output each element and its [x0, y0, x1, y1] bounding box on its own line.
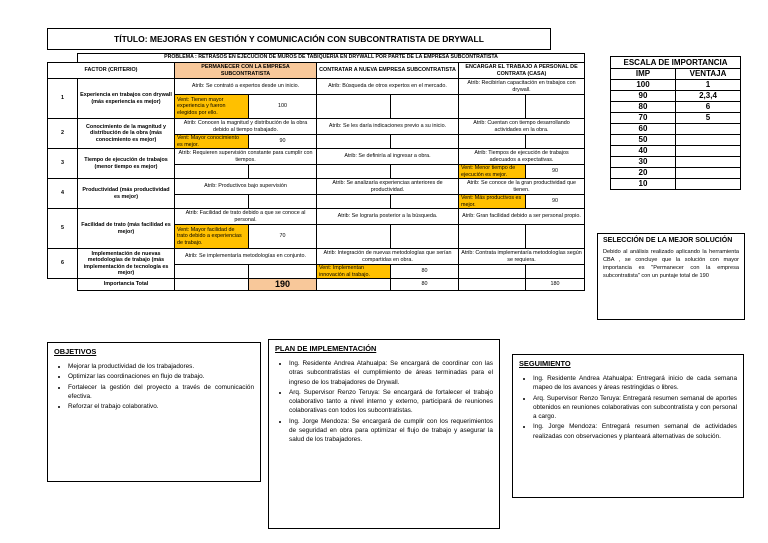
scale-imp-value: 90 — [611, 91, 676, 102]
scale-col-ventaja: VENTAJA — [676, 69, 741, 80]
scale-advantage-value: 6 — [676, 102, 741, 113]
attribute-cell: Atrib: Se contrató a expertos desde un inicio. — [175, 79, 317, 95]
scale-row — [611, 179, 741, 190]
empty-cell — [459, 95, 526, 119]
criterion-number: 1 — [48, 79, 78, 119]
table-row — [48, 249, 585, 265]
total-label: Importancia Total — [78, 279, 175, 291]
blank-corner — [48, 54, 78, 63]
total-personal-casa: 180 — [526, 279, 585, 291]
scale-row — [611, 113, 741, 124]
empty-cell — [459, 135, 526, 149]
follow-up-list — [519, 374, 737, 441]
table-row — [48, 179, 585, 195]
scale-advantage-value: 5 — [676, 113, 741, 124]
empty-cell — [317, 135, 391, 149]
criterion-label: Tiempo de ejecución de trabajos (menor tiempo es mejor) — [78, 149, 175, 179]
best-solution-text: Debido al análisis realizado aplicando la herramienta CBA , se concluye que la solución con mayor importancia es "Permanecer con la empresa subcontratista" con un puntaje total de 190 — [603, 249, 739, 280]
criterion-label: Conocimiento de la magnitud y distribución de la obra (más conocimiento es mejor) — [78, 119, 175, 149]
criterion-number: 2 — [48, 119, 78, 149]
follow-up-item: • Arq. Supervisor Renzo Teruya: Entregará resumen semanal de aportes obtenidos en reuniones colaborativas con subcontratista y con personal a cargo. — [533, 394, 737, 422]
follow-up-item: • Ing. Residente Andrea Atahualpa: Entregará inicio de cada semana mapeo de los avances y áreas restringidas o libres. — [533, 374, 737, 393]
attribute-cell: Atrib: Conocen la magnitud y distribución de la obra debido al tiempo trabajado. — [175, 119, 317, 135]
empty-cell — [317, 165, 391, 179]
cba-table — [47, 53, 585, 291]
empty-cell — [249, 165, 317, 179]
implementation-plan-title: PLAN DE IMPLEMENTACIÓN — [275, 344, 377, 353]
alt-header-permanecer: PERMANECER CON LA EMPRESA SUBCONTRATISTA — [175, 63, 317, 79]
advantage-cell: Vent: Mayor facilidad de trato debido a experiencias de trabajo. — [175, 225, 249, 249]
plan-item: • Ing. Residente Andrea Atahualpa: Se encargará de coordinar con las otras subcontratistas el cumplimiento de áreas terminadas para el ingreso de los trabajadores de Drywall. — [289, 359, 493, 387]
attribute-cell: Atrib: Tiempos de ejecución de trabajos adecuados a expectativas. — [459, 149, 585, 165]
plan-item: • Arq. Supervisor Renzo Teruya: Se encargará de fortalecer el trabajo colaborativo tanto a nivel interno y externo, participará de reuniones colaborativas con todos los subcontratistas. — [289, 388, 493, 416]
empty-cell — [391, 225, 459, 249]
empty-cell — [526, 225, 585, 249]
empty-cell — [249, 195, 317, 209]
criterion-number: 4 — [48, 179, 78, 209]
scale-advantage-value — [676, 168, 741, 179]
scale-advantage-value — [676, 157, 741, 168]
objective-item: • Mejorar la productividad de los trabajadores. — [68, 362, 254, 371]
table-row — [48, 119, 585, 135]
empty-cell — [175, 279, 249, 291]
scale-imp-value: 60 — [611, 124, 676, 135]
empty-cell — [526, 265, 585, 279]
scale-imp-value: 100 — [611, 80, 676, 91]
objective-item: • Optimizar las coordinaciones en flujo de trabajo. — [68, 372, 254, 381]
scale-row — [611, 80, 741, 91]
scale-advantage-value — [676, 146, 741, 157]
attribute-cell: Atrib: Se definiría al ingresar a obra. — [317, 149, 459, 165]
empty-cell — [391, 195, 459, 209]
alt-header-nueva-empresa: CONTRATAR A NUEVA EMPRESA SUBCONTRATISTA — [317, 63, 459, 79]
attribute-cell: Atrib: Se conoce de la gran productividad que tienen. — [459, 179, 585, 195]
attribute-cell: Atrib: Búsqueda de otros expertos en el mercado. — [317, 79, 459, 95]
scale-advantage-value — [676, 179, 741, 190]
advantage-cell: Vent: Tienen mayor experiencia y fueron elegidos por ello. — [175, 95, 249, 119]
total-row — [48, 279, 585, 291]
scale-advantage-value — [676, 124, 741, 135]
criterion-number: 3 — [48, 149, 78, 179]
attribute-cell: Atrib: Se les daría indicaciones previo a su inicio. — [317, 119, 459, 135]
attribute-cell: Atrib: Gran facilidad debido a ser personal propio. — [459, 209, 585, 225]
attribute-cell: Atrib: Contrata implementaría metodologías según se requiera. — [459, 249, 585, 265]
importance-value: 90 — [526, 195, 585, 209]
criterion-label: Experiencia en trabajos con drywall (más experiencia es mejor) — [78, 79, 175, 119]
objectives-title: OBJETIVOS — [54, 347, 97, 356]
objective-item: • Reforzar el trabajo colaborativo. — [68, 402, 254, 411]
objectives-list — [54, 362, 254, 411]
scale-imp-value: 30 — [611, 157, 676, 168]
criterion-number: 6 — [48, 249, 78, 279]
importance-value: 90 — [249, 135, 317, 149]
empty-cell — [526, 135, 585, 149]
total-permanecer: 190 — [249, 279, 317, 291]
scale-row — [611, 168, 741, 179]
alt-header-personal-casa: ENCARGAR EL TRABAJO A PERSONAL DE CONTRATA (CASA) — [459, 63, 585, 79]
advantage-cell: Vent: Implementan innovación al trabajo. — [317, 265, 391, 279]
empty-cell — [459, 225, 526, 249]
scale-advantage-value: 1 — [676, 80, 741, 91]
criterion-number: 5 — [48, 209, 78, 249]
scale-row — [611, 124, 741, 135]
empty-cell — [391, 95, 459, 119]
attribute-cell: Atrib: Cuentan con tiempo desarrollando actividades en la obra. — [459, 119, 585, 135]
scale-row — [611, 91, 741, 102]
empty-cell — [391, 165, 459, 179]
importance-value: 80 — [391, 265, 459, 279]
plan-item: • Ing. Jorge Mendoza: Se encargará de cumplir con los requerimientos de seguridad en obra para optimizar el flujo de trabajo y asegurar la salud de los trabajadores. — [289, 417, 493, 445]
importance-value: 100 — [249, 95, 317, 119]
implementation-plan-panel — [268, 339, 500, 529]
attribute-cell: Atrib: Recibirían capacitación en trabajos con drywall. — [459, 79, 585, 95]
table-row — [48, 149, 585, 165]
follow-up-title: SEGUIMIENTO — [519, 359, 571, 368]
problem-statement: PROBLEMA : RETRASOS EN EJECUCIÓN DE MUROS DE TABIQUERÍA EN DRYWALL POR PARTE DE LA EMPRESA SUBCONTRATISTA — [78, 54, 585, 63]
implementation-plan-list — [275, 359, 493, 445]
empty-cell — [317, 95, 391, 119]
empty-cell — [317, 279, 391, 291]
scale-advantage-value — [676, 135, 741, 146]
table-row — [48, 79, 585, 95]
scale-advantage-value: 2,3,4 — [676, 91, 741, 102]
attribute-cell: Atrib: Productivos bajo supervisión — [175, 179, 317, 195]
scale-imp-value: 50 — [611, 135, 676, 146]
best-solution-box — [597, 233, 745, 320]
empty-cell — [249, 265, 317, 279]
empty-cell — [175, 265, 249, 279]
objective-item: • Fortalecer la gestión del proyecto a través de comunicación efectiva. — [68, 383, 254, 402]
best-solution-title: SELECCIÓN DE LA MEJOR SOLUCIÓN — [603, 237, 733, 244]
attribute-cell: Atrib: Facilidad de trato debido a que se conoce al personal. — [175, 209, 317, 225]
scale-imp-value: 10 — [611, 179, 676, 190]
criterion-label: Implementación de nuevas metodologías de trabajo (más implementación de tecnología es mejor) — [78, 249, 175, 279]
advantage-cell: Vent: Mayor conocimiento es mejor. — [175, 135, 249, 149]
importance-value: 90 — [526, 165, 585, 179]
scale-title: ESCALA DE IMPORTANCIA — [611, 57, 741, 69]
scale-col-imp: IMP — [611, 69, 676, 80]
scale-imp-value: 80 — [611, 102, 676, 113]
importance-value: 70 — [249, 225, 317, 249]
empty-cell — [317, 195, 391, 209]
advantage-cell: Vent: Menor tiempo de ejecución es mejor. — [459, 165, 526, 179]
scale-row — [611, 102, 741, 113]
objectives-panel — [47, 342, 261, 482]
factor-header: FACTOR (CRITERIO) — [48, 63, 175, 79]
attribute-cell: Atrib: Se lograría posterior a la búsqueda. — [317, 209, 459, 225]
empty-cell — [391, 135, 459, 149]
scale-row — [611, 135, 741, 146]
empty-cell — [459, 279, 526, 291]
follow-up-panel — [512, 354, 744, 498]
attribute-cell: Atrib: Integración de nuevas metodologías que serían compartidas en obra. — [317, 249, 459, 265]
criterion-label: Facilidad de trato (más facilidad es mejor) — [78, 209, 175, 249]
scale-imp-value: 70 — [611, 113, 676, 124]
follow-up-item: • Ing. Jorge Mendoza: Entregará resumen semanal de actividades realizadas con observaciones y planteará alternativas de solución. — [533, 422, 737, 441]
total-nueva-empresa: 80 — [391, 279, 459, 291]
attribute-cell: Atrib: Se implementaría metodologías en conjunto. — [175, 249, 317, 265]
empty-cell — [526, 95, 585, 119]
table-row — [48, 209, 585, 225]
document-title: TÍTULO: MEJORAS EN GESTIÓN Y COMUNICACIÓN CON SUBCONTRATISTA DE DRYWALL — [47, 28, 551, 50]
empty-cell — [175, 195, 249, 209]
empty-cell — [48, 279, 78, 291]
scale-row — [611, 157, 741, 168]
advantage-cell: Vent: Más productivos es mejor. — [459, 195, 526, 209]
importance-scale-table — [610, 56, 741, 190]
scale-imp-value: 40 — [611, 146, 676, 157]
attribute-cell: Atrib: Se analizaría experiencias anteriores de productividad. — [317, 179, 459, 195]
scale-row — [611, 146, 741, 157]
empty-cell — [175, 165, 249, 179]
scale-imp-value: 20 — [611, 168, 676, 179]
empty-cell — [459, 265, 526, 279]
empty-cell — [317, 225, 391, 249]
criterion-label: Productividad (más productividad es mejor) — [78, 179, 175, 209]
attribute-cell: Atrib: Requieren supervisión constante para cumplir con tiempos. — [175, 149, 317, 165]
